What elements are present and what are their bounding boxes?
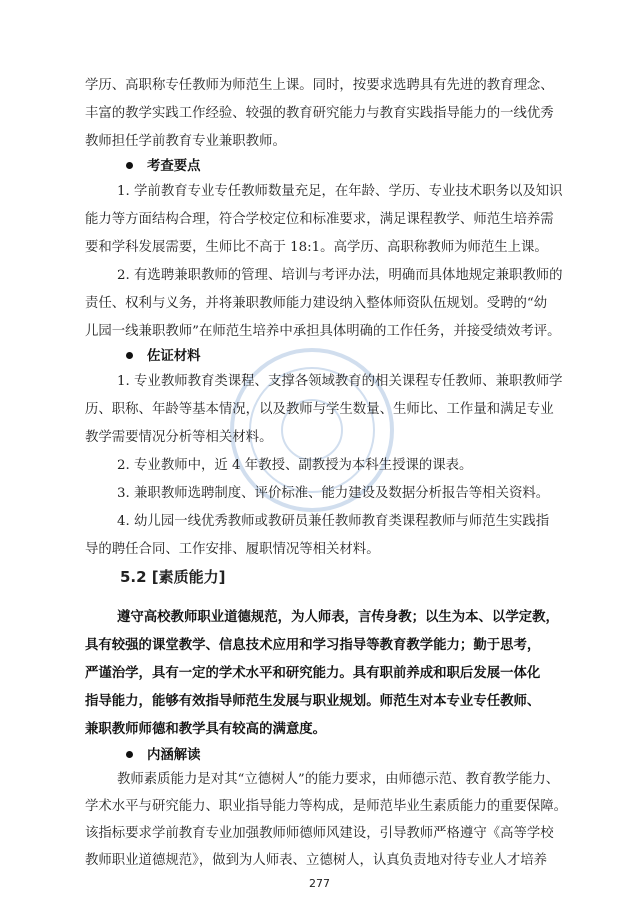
- text-line: 教师素质能力是对其“立德树人”的能力要求，由师德示范、教育教学能力、: [117, 772, 560, 787]
- text-line: 1. 学前教育专业专任教师数量充足，在年龄、学历、专业技术职务以及知识: [117, 184, 563, 199]
- text-line: 儿园一线兼职教师”在师范生培养中承担具体明确的工作任务，并接受绩效考评。: [85, 324, 561, 339]
- text-line: 4. 幼儿园一线优秀教师或教研员兼任教师教育类课程教师与师范生实践指: [117, 514, 550, 529]
- text-line: 教师职业道德规范》，做到为人师表、立德树人，认真负责地对待专业人才培养: [85, 853, 547, 868]
- text-line: 具有较强的课堂教学、信息技术应用和学习指导等教育教学能力；勤于思考，: [85, 637, 541, 653]
- text-line: 要和学科发展需要，生师比不高于 18:1。高学历、高职称教师为师范生上课。: [85, 240, 548, 255]
- text-line: 1. 专业教师教育类课程、支撑各领域教育的相关课程专任教师、兼职教师学: [117, 374, 563, 389]
- text-line: 该指标要求学前教育专业加强教师师德师风建设，引导教师严格遵守《高等学校: [85, 826, 554, 841]
- bullet-icon: [126, 162, 133, 169]
- text-line: 责任、权利与义务，并将兼职教师能力建设纳入整体师资队伍规划。受聘的“幼: [85, 296, 548, 311]
- text-line: 指导能力，能够有效指导师范生发展与职业规划。师范生对本专业专任教师、: [85, 693, 541, 709]
- text-line: 严谨治学，具有一定的学术水平和研究能力。具有职前养成和职后发展一体化: [85, 665, 541, 681]
- bullet-label: 佐证材料: [147, 348, 201, 364]
- text-line: 兼职教师师德和教学具有较高的满意度。: [85, 721, 327, 737]
- text-line: 学历、高职称专任教师为师范生上课。同时，按要求选聘具有先进的教育理念、: [85, 78, 554, 93]
- text-line: 学术水平与研究能力、职业指导能力等构成，是师范毕业生素质能力的重要保障。: [85, 799, 568, 814]
- bullet-label: 内涵解读: [147, 747, 201, 763]
- page-number: 277: [309, 877, 330, 890]
- bullet-icon: [126, 751, 133, 758]
- text-line: 2. 专业教师中，近 4 年教授、副教授为本科生授课的课表。: [117, 458, 473, 473]
- text-line: 教学需要情况分析等相关材料。: [85, 430, 273, 445]
- text-line: 导的聘任合同、工作安排、履职情况等相关材料。: [85, 542, 380, 557]
- text-line: 能力等方面结构合理，符合学校定位和标准要求，满足课程教学、师范生培养需: [85, 212, 554, 227]
- text-line: 历、职称、年龄等基本情况，以及教师与学生数量、生师比、工作量和满足专业: [85, 402, 554, 417]
- text-line: 遵守高校教师职业道德规范，为人师表，言传身教；以生为本、以学定教，: [117, 609, 559, 625]
- text-line: 3. 兼职教师选聘制度、评价标准、能力建设及数据分析报告等相关资料。: [117, 486, 550, 501]
- text-line: 2. 有选聘兼职教师的管理、培训与考评办法，明确而具体地规定兼职教师的: [117, 268, 563, 283]
- text-line: 丰富的教学实践工作经验、较强的教育研究能力与教育实践指导能力的一线优秀: [85, 106, 554, 121]
- bullet-heading-check: [126, 157, 201, 175]
- text-line: 教师担任学前教育专业兼职教师。: [85, 134, 286, 149]
- bullet-heading-evidence: [126, 347, 201, 365]
- bullet-label: 考查要点: [147, 158, 201, 174]
- section-heading: 5.2 [素质能力]: [120, 568, 226, 586]
- bullet-heading-meaning: [126, 746, 201, 764]
- bullet-icon: [126, 352, 133, 359]
